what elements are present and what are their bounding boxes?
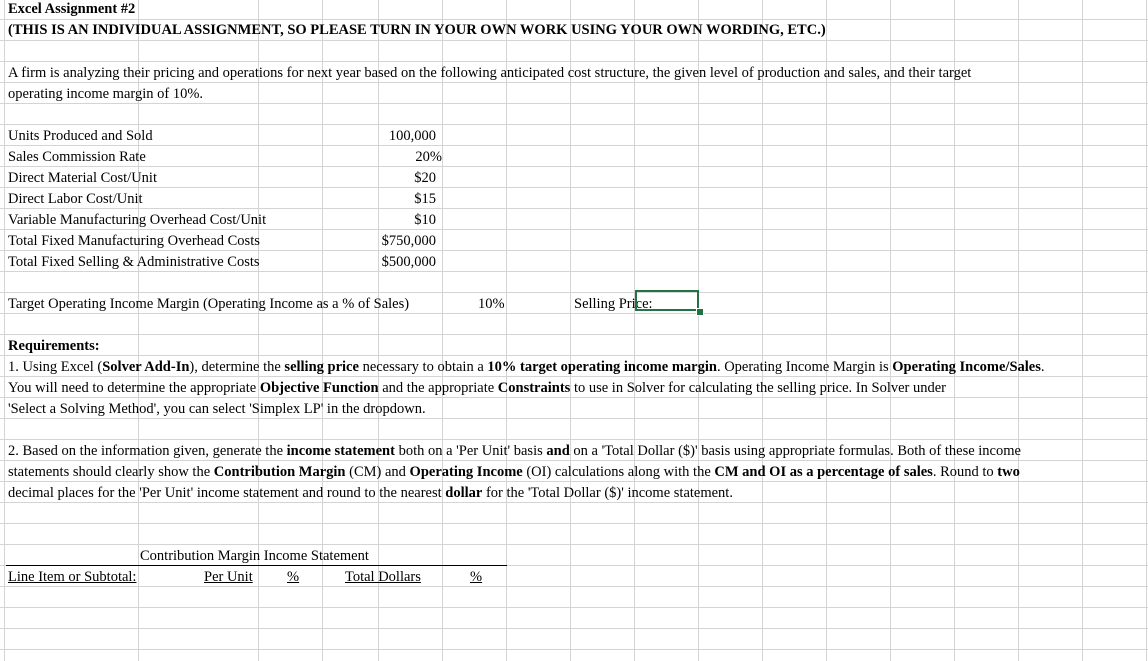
statement-title: Contribution Margin Income Statement xyxy=(140,548,369,564)
statement-title-border xyxy=(6,565,507,566)
requirement-2-line-3: decimal places for the 'Per Unit' income statement and round to the nearest dollar for the 'Total Dollar ($)' income statement. xyxy=(8,485,733,501)
target-margin-label: Target Operating Income Margin (Operating Income as a % of Sales) xyxy=(8,296,410,312)
input-value[interactable]: 20% xyxy=(415,149,442,165)
input-label: Variable Manufacturing Overhead Cost/Unit xyxy=(8,212,267,228)
statement-header-per-unit: Per Unit xyxy=(204,569,253,585)
input-label: Direct Labor Cost/Unit xyxy=(8,191,143,207)
input-value[interactable]: $10 xyxy=(414,212,436,228)
statement-header-line-item: Line Item or Subtotal: xyxy=(8,569,137,585)
selling-price-label: Selling Price: xyxy=(574,296,653,312)
intro-line-2: operating income margin of 10%. xyxy=(8,86,204,102)
input-label: Sales Commission Rate xyxy=(8,149,146,165)
sheet-title: Excel Assignment #2 xyxy=(8,1,136,17)
requirements-heading: Requirements: xyxy=(8,338,100,354)
input-value[interactable]: $500,000 xyxy=(381,254,436,270)
statement-header-percent: % xyxy=(287,569,300,585)
input-label: Direct Material Cost/Unit xyxy=(8,170,157,186)
requirement-1-line-2: You will need to determine the appropriate Objective Function and the appropriate Constraints to use in Solver for calculating the selling price. In Solver under xyxy=(8,380,947,396)
statement-header-total-dollars: Total Dollars xyxy=(345,569,421,585)
requirement-2-line-2: statements should clearly show the Contribution Margin (CM) and Operating Income (OI) calculations along with the CM and OI as a percentage of sales. Round to two xyxy=(8,464,1020,480)
sheet-subtitle: (THIS IS AN INDIVIDUAL ASSIGNMENT, SO PLEASE TURN IN YOUR OWN WORK USING YOUR OWN WORDING, ETC.) xyxy=(8,22,826,38)
intro-line-1: A firm is analyzing their pricing and operations for next year based on the following anticipated cost structure, the given level of production and sales, and their target xyxy=(8,65,972,81)
selling-price-cell[interactable] xyxy=(635,290,699,311)
input-label: Units Produced and Sold xyxy=(8,128,153,144)
target-margin-value[interactable]: 10% xyxy=(478,296,505,312)
input-value[interactable]: $750,000 xyxy=(381,233,436,249)
requirement-2-line-1: 2. Based on the information given, generate the income statement both on a 'Per Unit' basis and on a 'Total Dollar ($)' basis using appropriate formulas. Both of these income xyxy=(8,443,1021,459)
fill-handle[interactable] xyxy=(696,308,704,316)
input-value[interactable]: 100,000 xyxy=(388,128,436,144)
input-value[interactable]: $20 xyxy=(414,170,436,186)
input-value[interactable]: $15 xyxy=(414,191,436,207)
requirement-1-line-1: 1. Using Excel (Solver Add-In), determine the selling price necessary to obtain a 10% target operating income margin. Operating Income Margin is Operating Income/Sales. xyxy=(8,359,1045,375)
requirement-1-line-3: 'Select a Solving Method', you can select 'Simplex LP' in the dropdown. xyxy=(8,401,426,417)
input-label: Total Fixed Manufacturing Overhead Costs xyxy=(8,233,260,249)
input-label: Total Fixed Selling & Administrative Costs xyxy=(8,254,260,270)
statement-header-total-percent: % xyxy=(470,569,483,585)
